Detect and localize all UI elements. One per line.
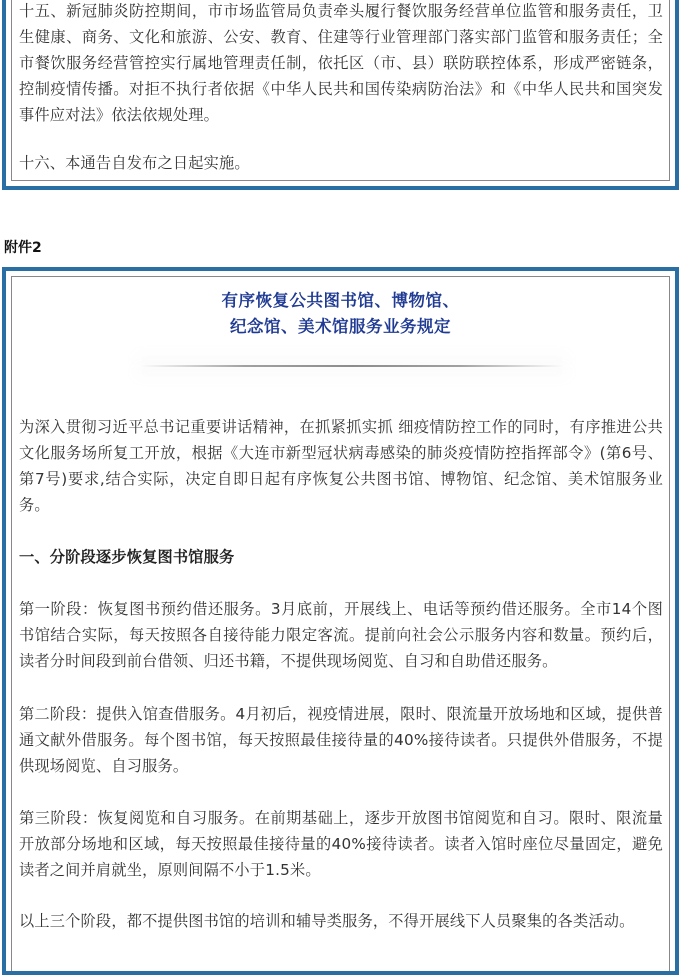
section-heading-library: 一、分阶段逐步恢复图书馆服务 bbox=[19, 548, 235, 566]
summary-paragraph: 以上三个阶段，都不提供图书馆的培训和辅导类服务，不得开展线下人员聚集的各类活动。 bbox=[19, 912, 635, 930]
intro-paragraph: 为深入贯彻习近平总书记重要讲话精神，在抓紧抓实抓 细疫情防控工作的同时，有序推进公共文化服务场所复工开放，根据《大连市新型冠状病毒感染的肺炎疫情防控指挥部令》(第6号、第7号)要求,结合实际，决定自即日起有序恢复公共图书馆、博物馆、纪念馆、美术馆服务业务。 bbox=[19, 418, 663, 514]
item-15-paragraph: 十五、新冠肺炎防控期间，市市场监管局负责牵头履行餐饮服务经营单位监管和服务责任，卫生健康、商务、文化和旅游、公安、教育、住建等行业管理部门落实部门监管和服务责任；全市餐饮服务经营管控实行属地管理责任制，依托区（市、县）联防联控体系，形成严密链条，控制疫情传播。对拒不执行者依据《中华人民共和国传染病防治法》和《中华人民共和国突发事件应对法》依法依规处理。 bbox=[19, 2, 663, 124]
document-title-line-1: 有序恢复公共图书馆、博物馆、 bbox=[221, 291, 460, 310]
attachment-label: 附件2 bbox=[4, 240, 42, 256]
title-shadow-divider bbox=[138, 365, 566, 367]
stage-1-paragraph: 第一阶段：恢复图书预约借还服务。3月底前，开展线上、电话等预约借还服务。全市14个图书馆结合实际，每天按照各自接待能力限定客流。提前向社会公示服务内容和数量。预约后，读者分时间段到前台借领、归还书籍，不提供现场阅览、自习和自助借还服务。 bbox=[19, 600, 663, 670]
document-title-line-2: 纪念馆、美术馆服务业务规定 bbox=[230, 317, 451, 336]
document-title bbox=[0, 288, 681, 340]
item-16-paragraph: 十六、本通告自发布之日起实施。 bbox=[19, 154, 250, 172]
stage-3-paragraph: 第三阶段：恢复阅览和自习服务。在前期基础上，逐步开放图书馆阅览和自习。限时、限流量开放部分场地和区域，每天按照最佳接待量的40%接待读者。读者入馆时座位尽量固定，避免读者之间并肩就坐，原则间隔不小于1.5米。 bbox=[19, 809, 663, 879]
stage-2-paragraph: 第二阶段：提供入馆查借服务。4月初后，视疫情进展，限时、限流量开放场地和区域，提供普通文献外借服务。每个图书馆，每天按照最佳接待量的40%接待读者。只提供外借服务，不提供现场阅览、自习服务。 bbox=[19, 705, 663, 775]
